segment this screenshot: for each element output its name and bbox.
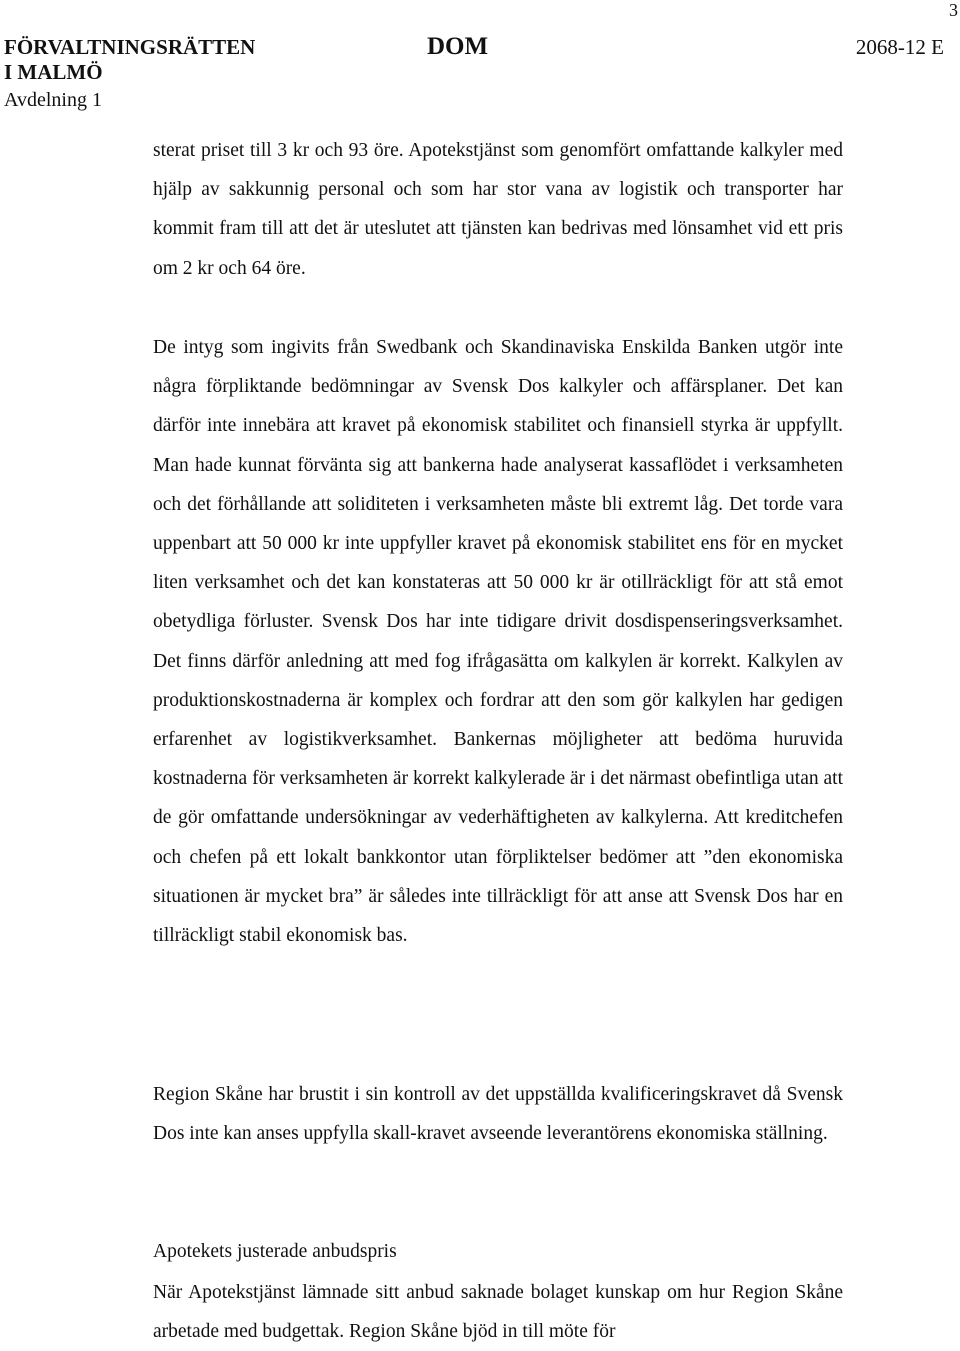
case-number: 2068-12 E [855,35,944,59]
court-name-line1: FÖRVALTNINGSRÄTTEN [4,35,256,59]
division: Avdelning 1 [4,89,102,111]
page-number: 3 [949,0,958,20]
paragraph-2: De intyg som ingivits från Swedbank och Skandinaviska Enskilda Banken utgör inte några förpliktande bedömningar av Svensk Dos kalkyler och affärsplaner. Det kan därför inte innebära att kravet på ekonomisk stabilitet och finansiell styrka är uppfyllt. Man hade kunnat förvänta sig att bankerna hade analyserat kassaflödet i verksamheten och det förhållande att soliditeten i verksamheten måste bli extremt låg. Det torde vara uppenbart att 50 000 kr inte uppfyller kravet på ekonomisk stabilitet ens för en mycket liten verksamhet och det kan konstateras att 50 000 kr är otillräckligt för att stå emot obetydliga förluster. Svensk Dos har inte tidigare drivit dosdispenseringsverksamhet. Det finns därför anledning att med fog ifrågasätta om kalkylen är korrekt. Kalkylen av produktionskostnaderna är komplex och fordrar att den som gör kalkylen har gedigen erfarenhet av logistikverksamhet. Bankernas möjligheter att bedöma huruvida kostnaderna för verksamheten är korrekt kalkylerade är i det närmast obefintliga utan att de gör omfattande undersökningar av vederhäftigheten av kalkylerna. Att kreditchefen och chefen på ett lokalt bankkontor utan förpliktelser bedömer att ”den ekonomiska situationen är mycket bra” är således inte tillräckligt för att anse att Svensk Dos har en tillräckligt stabil ekonomisk bas. [153,337,843,947]
paragraph-1: sterat priset till 3 kr och 93 öre. Apotekstjänst som genomfört omfattande kalkyler med hjälp av sakkunnig personal och som har stor vana av logistik och transporter har kommit fram till att det är uteslutet att tjänsten kan bedrivas med lönsamhet vid ett pris om 2 kr och 64 öre. [153,140,843,279]
paragraph-3: Region Skåne har brustit i sin kontroll av det uppställda kvalificeringskravet då Svensk Dos inte kan anses uppfylla skall-kravet avseende leverantörens ekonomiska ställning. [153,1084,843,1145]
paragraph-4: När Apotekstjänst lämnade sitt anbud saknade bolaget kunskap om hur Region Skåne arbetade med budgettak. Region Skåne bjöd in till möte för [153,1282,843,1343]
court-name [4,35,255,85]
document-type: DOM [427,33,489,60]
section-heading: Apotekets justerade anbudspris [153,1241,397,1262]
court-name-line2: I MALMÖ [4,60,103,84]
